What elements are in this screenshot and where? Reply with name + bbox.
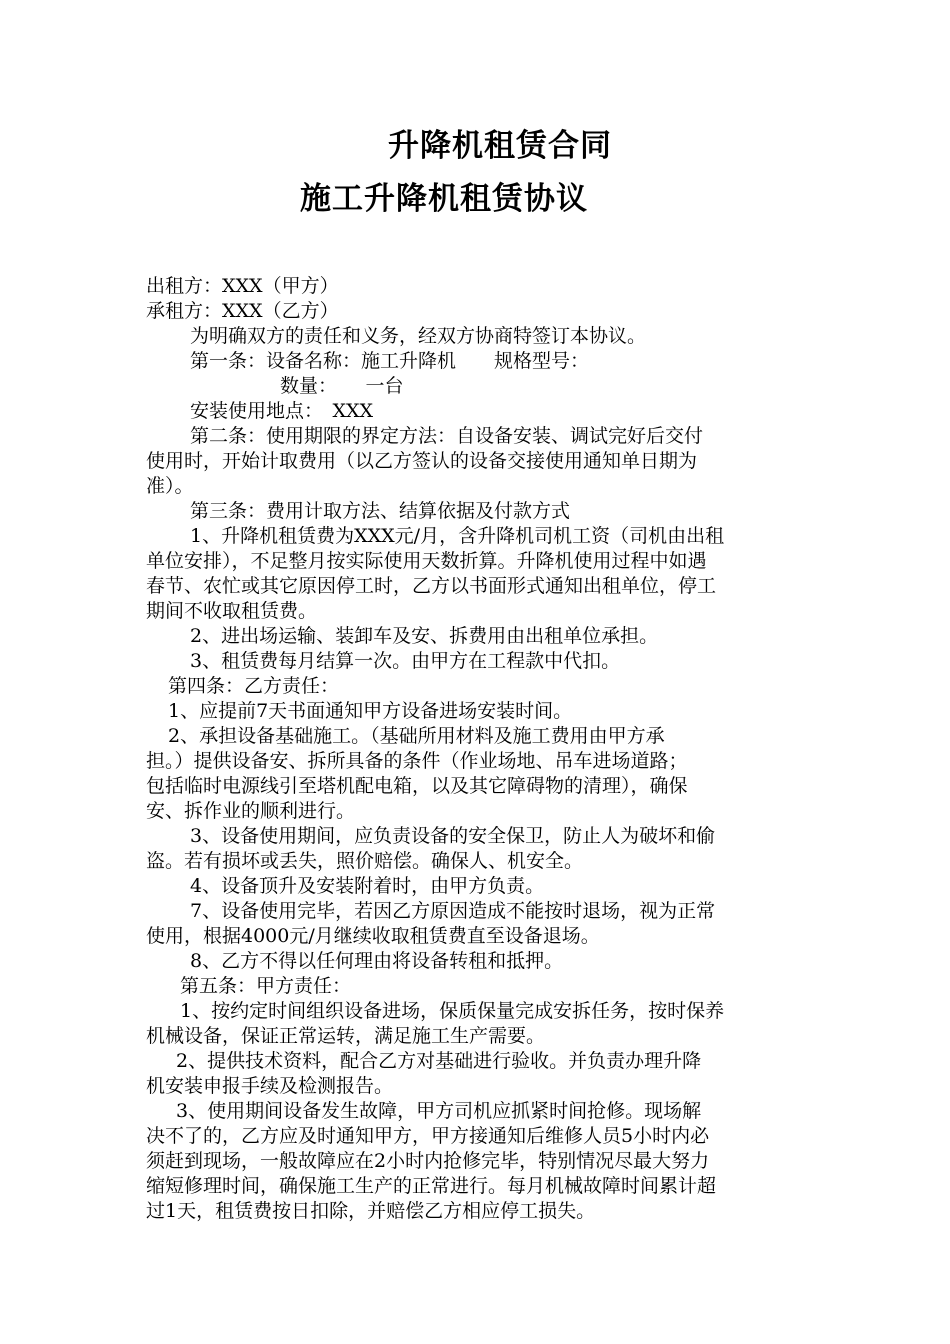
quantity-line: 数量： 一台 (280, 375, 404, 397)
paragraph-line: 春节、农忙或其它原因停工时，乙方以书面形式通知出租单位，停工 (146, 575, 717, 597)
paragraph-line: 须赶到现场，一般故障应在2小时内抢修完毕，特别情况尽最大努力 (146, 1150, 710, 1172)
paragraph-line: 期间不收取租赁费。 (146, 600, 318, 622)
paragraph-line: 3、租赁费每月结算一次。由甲方在工程款中代扣。 (190, 650, 621, 672)
paragraph-line: 2、提供技术资料，配合乙方对基础进行验收。并负责办理升降 (176, 1050, 702, 1072)
paragraph-line: 缩短修理时间，确保施工生产的正常进行。每月机械故障时间累计超 (146, 1175, 717, 1197)
article-1-line: 第一条：设备名称：施工升降机 规格型号： (190, 350, 590, 372)
paragraph-line: 3、设备使用期间，应负责设备的安全保卫，防止人为破坏和偷 (190, 825, 716, 847)
paragraph-line: 2、承担设备基础施工。（基础所用材料及施工费用由甲方承 (168, 725, 665, 747)
paragraph-line: 机械设备，保证正常运转，满足施工生产需要。 (146, 1025, 546, 1047)
paragraph-line: 使用时，开始计取费用（以乙方签认的设备交接使用通知单日期为 (146, 450, 698, 472)
lessor-line: 出租方：XXX（甲方） (146, 275, 339, 297)
paragraph-line: 包括临时电源线引至塔机配电箱，以及其它障碍物的清理），确保 (146, 775, 688, 797)
intro-line: 为明确双方的责任和义务，经双方协商特签订本协议。 (190, 325, 647, 347)
lessee-line: 承租方：XXX（乙方） (146, 300, 339, 322)
article-5-line: 第五条：甲方责任： (180, 975, 352, 997)
paragraph-line: 1、应提前7天书面通知甲方设备进场安装时间。 (168, 700, 573, 722)
paragraph-line: 准）。 (146, 475, 194, 497)
paragraph-line: 7、设备使用完毕，若因乙方原因造成不能按时退场，视为正常 (190, 900, 716, 922)
paragraph-line: 3、使用期间设备发生故障，甲方司机应抓紧时间抢修。现场解 (176, 1100, 702, 1122)
paragraph-line: 决不了的，乙方应及时通知甲方，甲方接通知后维修人员5小时内必 (146, 1125, 710, 1147)
paragraph-line: 8、乙方不得以任何理由将设备转租和抵押。 (190, 950, 564, 972)
paragraph-line: 1、按约定时间组织设备进场，保质保量完成安拆任务，按时保养 (180, 1000, 725, 1022)
paragraph-line: 安、拆作业的顺利进行。 (146, 800, 356, 822)
paragraph-line: 担。）提供设备安、拆所具备的条件（作业场地、吊车进场道路； (146, 750, 688, 772)
paragraph-line: 过1天，租赁费按日扣除，并赔偿乙方相应停工损失。 (146, 1200, 596, 1222)
paragraph-line: 单位安排），不足整月按实际使用天数折算。升降机使用过程中如遇 (146, 550, 707, 572)
article-2-line: 第二条：使用期限的界定方法：自设备安装、调试完好后交付 (190, 425, 704, 447)
document-subtitle: 施工升降机租赁协议 (300, 181, 588, 217)
paragraph-line: 机安装申报手续及检测报告。 (146, 1075, 394, 1097)
location-line: 安装使用地点： XXX (190, 400, 374, 422)
document-title: 升降机租赁合同 (388, 128, 612, 164)
paragraph-line: 盗。若有损坏或丢失，照价赔偿。确保人、机安全。 (146, 850, 584, 872)
paragraph-line: 4、设备顶升及安装附着时，由甲方负责。 (190, 875, 545, 897)
paragraph-line: 使用，根据4000元/月继续收取租赁费直至设备退场。 (146, 925, 600, 947)
paragraph-line: 2、进出场运输、装卸车及安、拆费用由出租单位承担。 (190, 625, 659, 647)
paragraph-line: 1、升降机租赁费为XXX元/月，含升降机司机工资（司机由出租 (190, 525, 725, 547)
article-3-line: 第三条：费用计取方法、结算依据及付款方式 (190, 500, 571, 522)
article-4-line: 第四条：乙方责任： (168, 675, 340, 697)
